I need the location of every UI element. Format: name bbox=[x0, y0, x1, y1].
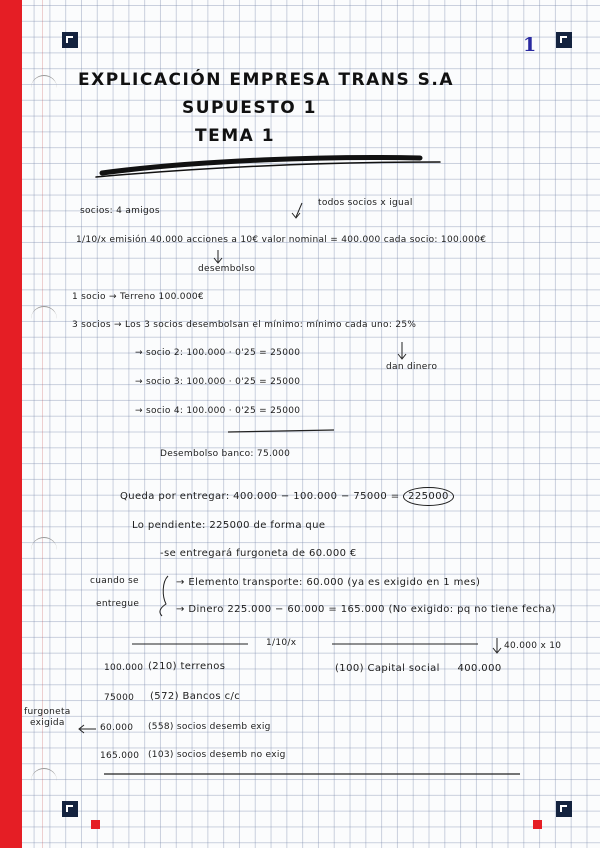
desembolso-banco-line: Desembolso banco: 75.000 bbox=[160, 449, 291, 459]
entregue-label: entregue bbox=[96, 599, 140, 609]
credit-account: Capital social bbox=[367, 663, 440, 674]
side-note-furgoneta: furgoneta bbox=[24, 707, 71, 717]
title-line-3: TEMA 1 bbox=[195, 126, 276, 146]
todos-socios-note: todos socios x igual bbox=[318, 198, 413, 208]
debit-amount: 100.000 bbox=[104, 663, 144, 673]
debit-amount: 60.000 bbox=[100, 723, 134, 733]
furgoneta-line: -se entregará furgoneta de 60.000 € bbox=[160, 548, 357, 559]
credit-code: (100) bbox=[335, 663, 364, 674]
emission-line: 1/10/x emisión 40.000 acciones a 10€ valor nominal = 400.000 cada socio: 100.000€ bbox=[76, 235, 487, 245]
credit-amount: 400.000 bbox=[457, 663, 502, 674]
queda-total-circled: 225000 bbox=[403, 487, 454, 506]
dinero-line: → Dinero 225.000 − 60.000 = 165.000 (No exigido: pq no tiene fecha) bbox=[176, 604, 556, 615]
socio1-line: 1 socio → Terreno 100.000€ bbox=[72, 292, 204, 302]
dan-dinero-note: dan dinero bbox=[386, 362, 438, 372]
title-line-2: SUPUESTO 1 bbox=[182, 98, 317, 118]
journal-multiplier: 40.000 x 10 bbox=[504, 641, 562, 651]
page-number: 1 bbox=[523, 34, 537, 56]
socio2-line: → socio 2: 100.000 · 0'25 = 25000 bbox=[135, 348, 301, 358]
queda-line bbox=[120, 491, 454, 502]
debit-account: (210) terrenos bbox=[148, 661, 226, 672]
debit-account: (103) socios desemb no exig bbox=[148, 750, 286, 760]
cuando-se-label: cuando se bbox=[90, 576, 139, 586]
journal-date: 1/10/x bbox=[266, 638, 297, 648]
socios3-line: 3 socios → Los 3 socios desembolsan el mínimo: mínimo cada uno: 25% bbox=[72, 320, 417, 330]
title-line-1: EXPLICACIÓN EMPRESA TRANS S.A bbox=[78, 70, 454, 90]
queda-label: Queda por entregar: 400.000 − 100.000 − 75000 = bbox=[120, 491, 400, 502]
socios-note: socios: 4 amigos bbox=[80, 206, 160, 216]
debit-amount: 75000 bbox=[104, 693, 135, 703]
credit-line bbox=[335, 663, 502, 674]
desembolso-label: desembolso bbox=[198, 264, 256, 274]
socio4-line: → socio 4: 100.000 · 0'25 = 25000 bbox=[135, 406, 301, 416]
debit-amount: 165.000 bbox=[100, 751, 140, 761]
elemento-transporte-line: → Elemento transporte: 60.000 (ya es exigido en 1 mes) bbox=[176, 577, 481, 588]
debit-account: (558) socios desemb exig bbox=[148, 722, 271, 732]
socio3-line: → socio 3: 100.000 · 0'25 = 25000 bbox=[135, 377, 301, 387]
pendiente-line: Lo pendiente: 225000 de forma que bbox=[132, 520, 326, 531]
debit-account: (572) Bancos c/c bbox=[150, 691, 241, 702]
side-note-exigida: exigida bbox=[30, 718, 65, 728]
